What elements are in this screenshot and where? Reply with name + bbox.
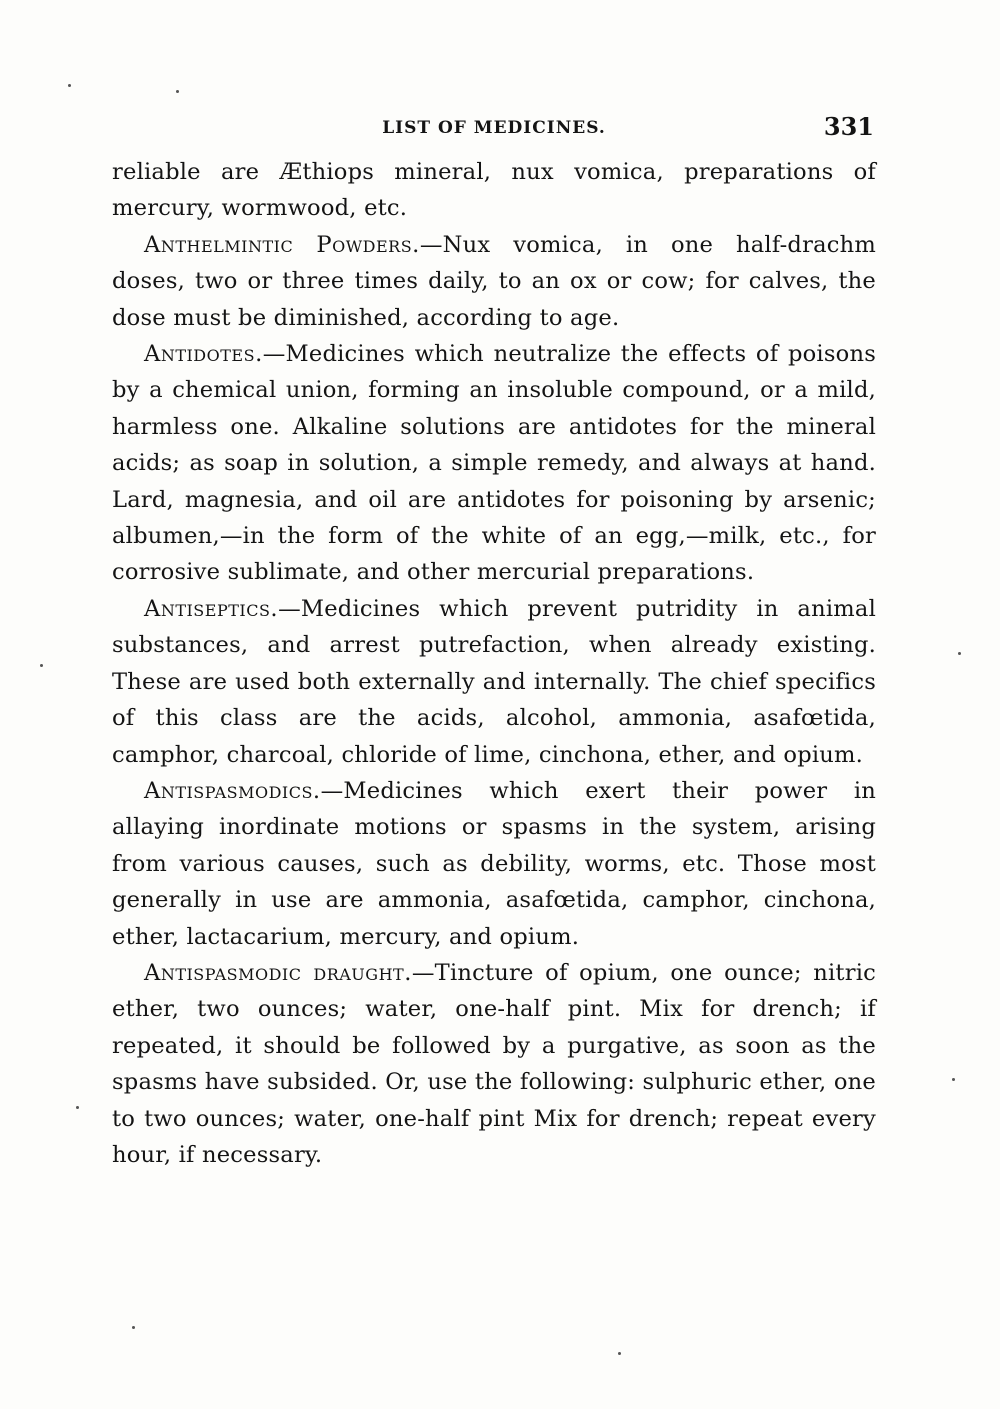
running-head [112, 112, 876, 142]
paragraph-text: —Tincture of opium, one ounce; nitric ether, two ounces; water, one-half pint. Mix for drench; if repeated, it should be followed by a purgative, as soon as the spasms have subsided. Or, use the following: sulphuric ether, one to two ounces; water, one-half pint Mix for drench; repeat every hour, if necessary. [112, 959, 876, 1168]
scan-speck [76, 1106, 79, 1109]
paragraph-text: —Medicines which prevent putridity in animal substances, and arrest putrefaction, when already existing. These are used both externally and internally. The chief specifics of this class are the acids, alcohol, ammonia, asafœtida, camphor, charcoal, chloride of lime, cinchona, ether, and opium. [112, 595, 876, 768]
scan-speck [132, 1326, 135, 1329]
body-text [112, 154, 876, 1173]
page-number: 331 [823, 112, 874, 141]
paragraph-text: reliable are Æthiops mineral, nux vomica, preparations of mercury, wormwood, etc. [112, 159, 876, 222]
entry-term: Antispasmodic draught. [144, 959, 412, 986]
paragraph-text: —Medicines which neutralize the effects of poisons by a chemical union, forming an insoluble compound, or a mild, harmless one. Alkaline solutions are antidotes for the mineral acids; as soap in solution, a simple remedy, and always at hand. Lard, magnesia, and oil are antidotes for poisoning by arsenic; albumen,—in the form of the white of an egg,—milk, etc., for corrosive sublimate, and other mercurial preparations. [112, 341, 876, 586]
entry-term: Anthelmintic Powders. [144, 231, 420, 258]
paragraph-antiseptics [112, 591, 876, 773]
paragraph-antispasmodic-draught [112, 955, 876, 1173]
scan-speck [958, 652, 961, 655]
paragraph-antidotes [112, 336, 876, 591]
paragraph-continued [112, 154, 876, 227]
entry-term: Antiseptics. [144, 595, 279, 622]
entry-term: Antispasmodics. [144, 777, 321, 804]
scan-speck [40, 664, 43, 667]
scan-speck [618, 1352, 621, 1355]
scan-speck [952, 1078, 955, 1081]
paragraph-text: —Medicines which exert their power in allaying inordinate motions or spasms in the system, arising from various causes, such as debility, worms, etc. Those most generally in use are ammonia, asafœtida, camphor, cinchona, ether, lactacarium, mercury, and opium. [112, 777, 876, 950]
scan-speck [68, 84, 71, 87]
running-title: LIST OF MEDICINES. [382, 118, 606, 138]
paragraph-text: —Nux vomica, in one half-drachm doses, two or three times daily, to an ox or cow; for calves, the dose must be diminished, according to age. [112, 231, 876, 331]
entry-term: Antidotes. [144, 341, 263, 368]
paragraph-anthelmintic-powders [112, 227, 876, 336]
scan-speck [176, 90, 179, 93]
paragraph-antispasmodics [112, 773, 876, 955]
